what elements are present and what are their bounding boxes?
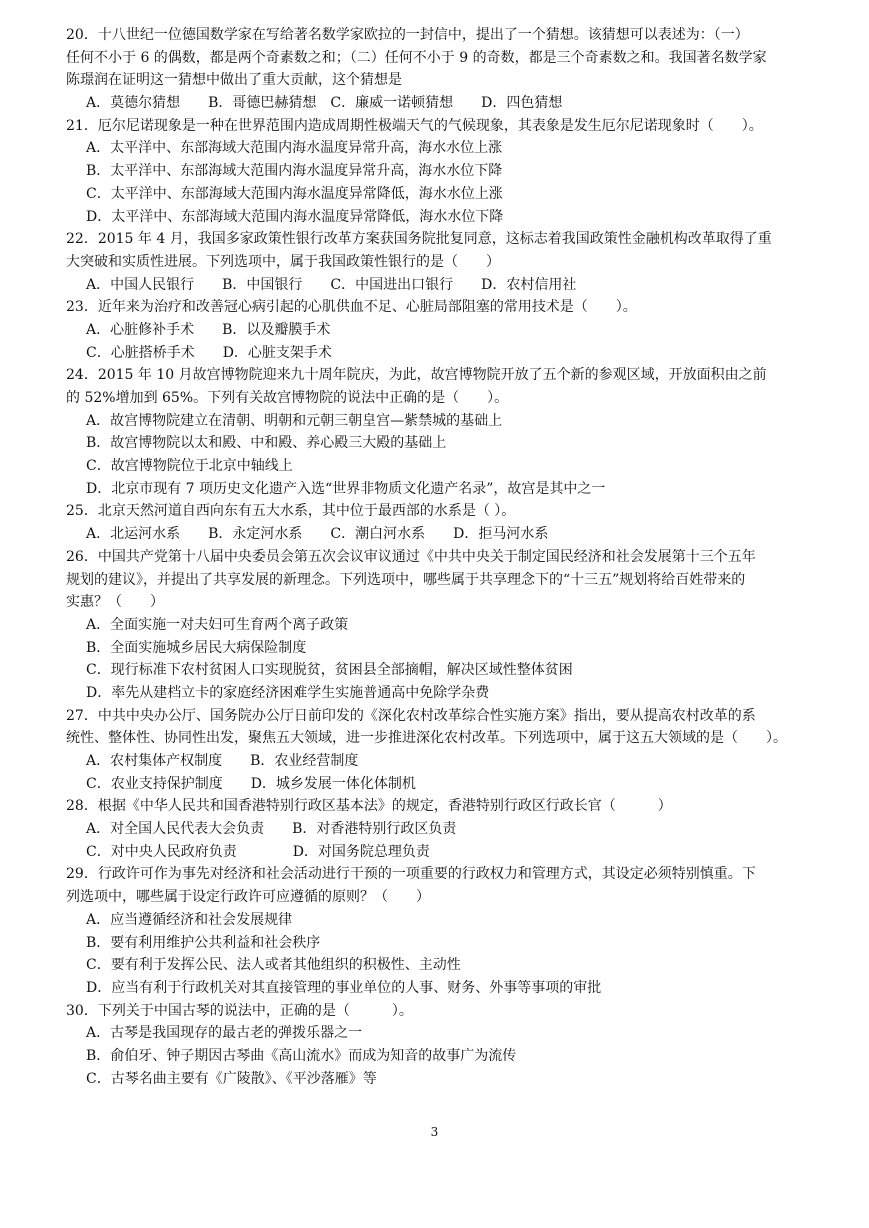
answer-option-line: D．太平洋中、东部海域大范围内海水温度异常降低，海水水位下降	[86, 208, 504, 225]
answer-option-line: D．应当有利于行政机关对其直接管理的事业单位的人事、财务、外事等事项的审批	[86, 979, 602, 996]
answer-option-line: B．全面实施城乡居民大病保险制度	[86, 639, 307, 656]
answer-option-line: A．应当遵循经济和社会发展规律	[86, 911, 293, 928]
answer-option-line: C．古琴名曲主要有《广陵散》、《平沙落雁》等	[86, 1070, 377, 1087]
question-continuation-line: 大突破和实质性进展。下列选项中，属于我国政策性银行的是（ ）	[66, 253, 500, 270]
answer-option-line: A．莫德尔猜想 B．哥德巴赫猜想 C．廉威一诺顿猜想 D．四色猜想	[86, 95, 563, 112]
answer-option-line: C．要有利于发挥公民、法人或者其他组织的积极性、主动性	[86, 957, 461, 974]
question-stem-line: 25．北京天然河道自西向东有五大水系，其中位于最西部的水系是（ ）。	[66, 503, 516, 520]
question-stem-line: 24．2015 年 10 月故宫博物院迎来九十周年院庆，为此，故宫博物院开放了五个新的参观区域，开放面积由之前	[66, 367, 767, 384]
answer-option-line: A．太平洋中、东部海域大范围内海水温度异常升高，海水水位上涨	[86, 140, 503, 157]
question-continuation-line: 的 52%增加到 65%。下列有关故宫博物院的说法中正确的是（ ）。	[66, 390, 509, 406]
question-stem-line: 23．近年来为治疗和改善冠心病引起的心肌供血不足、心脏局部阻塞的常用技术是（ ）。	[66, 299, 637, 316]
question-stem-line: 20．十八世纪一位德国数学家在写给著名数学家欧拉的一封信中，提出了一个猜想。该猜想可以表述为：（一）	[66, 27, 749, 43]
answer-option-line: B．要有利用维护公共利益和社会秩序	[86, 934, 321, 951]
question-stem-line: 28．根据《中华人民共和国香港特别行政区基本法》的规定，香港特别行政区行政长官（ ）	[66, 798, 672, 815]
answer-option-line: A．故宫博物院建立在清朝、明朝和元朝三朝皇宫—紫禁城的基础上	[86, 412, 503, 429]
question-stem-line: 26．中国共产党第十八届中央委员会第五次会议审议通过《中共中央关于制定国民经济和社会发展第十三个五年	[66, 548, 756, 565]
answer-option-line: C．太平洋中、东部海域大范围内海水温度异常降低，海水水位上涨	[86, 185, 503, 202]
answer-option-line: A．古琴是我国现存的最古老的弹拨乐器之一	[86, 1025, 363, 1042]
answer-option-line: A．对全国人民代表大会负责 B．对香港特别行政区负责	[86, 821, 457, 838]
question-stem-line: 29．行政许可作为事先对经济和社会活动进行干预的一项重要的行政权力和管理方式，其设定必须特别慎重。下	[66, 866, 756, 883]
answer-option-line: C．心脏搭桥手术 D．心脏支架手术	[86, 344, 332, 361]
answer-option-line: D．北京市现有 7 项历史文化遗产入选“世界非物质文化遗产名录”，故宫是其中之一	[86, 480, 606, 497]
question-continuation-line: 实惠？（ ）	[66, 594, 164, 611]
question-continuation-line: 列选项中，哪些属于设定行政许可应遵循的原则？（ ）	[66, 889, 430, 906]
question-continuation-line: 陈璟润在证明这一猜想中做出了重大贡献，这个猜想是	[66, 72, 402, 89]
question-stem-line: 22．2015 年 4 月，我国多家政策性银行改革方案获国务院批复同意，这标志着我国政策性金融机构改革取得了重	[66, 231, 772, 248]
answer-option-line: D．率先从建档立卡的家庭经济困难学生实施普通高中免除学杂费	[86, 684, 490, 701]
question-continuation-line: 规划的建议》，并提出了共享发展的新理念。下列选项中，哪些属于共享理念下的“十三五”规划将给百姓带来的	[66, 571, 746, 588]
answer-option-line: A．心脏修补手术 B．以及瓣膜手术	[86, 321, 331, 338]
answer-option-line: A．农村集体产权制度 B．农业经营制度	[86, 753, 359, 769]
answer-option-line: C．农业支持保护制度 D．城乡发展一体化体制机	[86, 775, 416, 792]
answer-option-line: A．全面实施一对夫妇可生育两个离子政策	[86, 616, 349, 633]
question-continuation-line: 统性、整体性、协同性出发，聚焦五大领域，进一步推进深化农村改革。下列选项中，属于这五大领域的是（ ）。	[66, 730, 787, 747]
question-continuation-line: 任何不小于 6 的偶数，都是两个奇素数之和；（二）任何不小于 9 的奇数，都是三个奇素数之和。我国著名数学家	[66, 49, 767, 66]
answer-option-line: B．故宫博物院以太和殿、中和殿、养心殿三大殿的基础上	[86, 435, 447, 452]
answer-option-line: B．太平洋中、东部海域大范围内海水温度异常升高，海水水位下降	[86, 163, 503, 180]
answer-option-line: A．中国人民银行 B．中国银行 C．中国进出口银行 D．农村信用社	[86, 276, 577, 293]
question-stem-line: 27．中共中央办公厅、国务院办公厅日前印发的《深化农村改革综合性实施方案》指出，要从提高农村改革的系	[66, 707, 756, 724]
question-stem-line: 21．厄尔尼诺现象是一种在世界范围内造成周期性极端天气的气候现象，其表象是发生厄尔尼诺现象时（ ）。	[66, 117, 763, 134]
answer-option-line: C．故宫博物院位于北京中轴线上	[86, 458, 293, 475]
question-stem-line: 30．下列关于中国古琴的说法中，正确的是（ ）。	[66, 1002, 413, 1019]
question-list	[66, 24, 802, 1090]
answer-option-line: B．俞伯牙、钟子期因古琴曲《高山流水》而成为知音的故事广为流传	[86, 1047, 517, 1064]
answer-option-line: A．北运河水系 B．永定河水系 C．潮白河水系 D．拒马河水系	[86, 526, 549, 543]
page-number: 3	[430, 1125, 439, 1139]
answer-option-line: C．对中央人民政府负责 D．对国务院总理负责	[86, 843, 430, 860]
answer-option-line: C．现行标准下农村贫困人口实现脱贫，贫困县全部摘帽，解决区域性整体贫困	[86, 662, 573, 679]
